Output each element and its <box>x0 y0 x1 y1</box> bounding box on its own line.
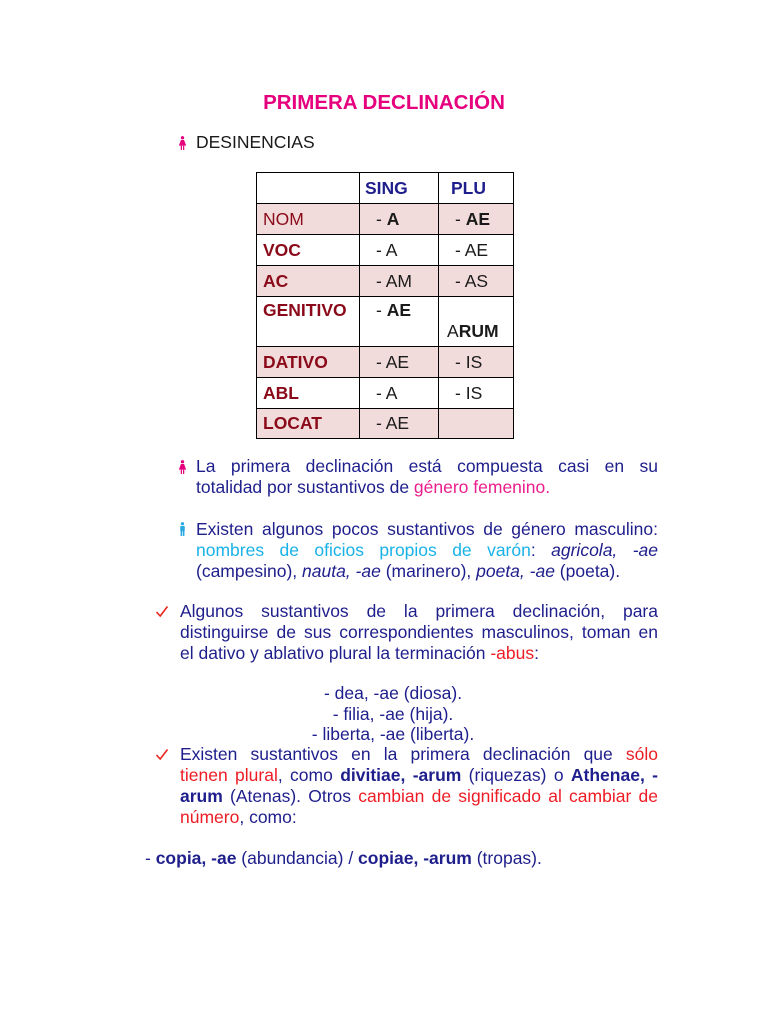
note-text: : <box>530 540 552 560</box>
ending-letters: AM <box>385 270 412 291</box>
ending-letters: AE <box>385 351 410 372</box>
note-text: el dativo y ablativo plural la terminación <box>180 643 491 663</box>
table-row-dativo <box>257 347 514 378</box>
case-label: ABL <box>263 382 299 403</box>
latin-word: divitiae, -arum <box>340 765 462 785</box>
case-cell <box>257 409 360 439</box>
example-text: (tropas). <box>471 848 542 868</box>
ending-dash: - <box>455 382 466 403</box>
sing-cell <box>360 297 439 347</box>
note-text: Existen sustantivos en la primera declinación que <box>180 744 626 764</box>
ending-letters: A <box>386 208 400 229</box>
note-line <box>180 765 658 786</box>
note-line <box>196 561 658 582</box>
closing-example <box>145 848 542 869</box>
examples-list <box>193 683 593 745</box>
plu-ending <box>439 271 488 291</box>
plu-cell <box>439 235 514 266</box>
highlight-male-occupations: nombres de oficios propios de varón <box>196 540 531 560</box>
note-line <box>180 643 658 664</box>
ending-dash: - <box>376 300 387 320</box>
male-icon <box>178 522 187 536</box>
note-masculine <box>196 519 658 582</box>
case-label: GENITIVO <box>263 300 347 320</box>
plu-cell <box>439 204 514 235</box>
note-text: totalidad por sustantivos de <box>196 477 414 497</box>
ending-letters: AE <box>385 413 410 433</box>
sing-cell <box>360 235 439 266</box>
latin-word: copia, -ae <box>155 848 237 868</box>
note-abus <box>180 601 658 664</box>
plu-ending <box>439 321 513 342</box>
ending-dash: - <box>376 208 387 229</box>
table-row-ac <box>257 266 514 297</box>
sing-cell <box>360 378 439 409</box>
sing-ending <box>360 240 397 260</box>
table-row-nom <box>257 204 514 235</box>
ending-letters: AE <box>386 300 412 320</box>
note-line <box>180 744 658 765</box>
ending-letters: A <box>385 382 398 403</box>
case-label: LOCAT <box>263 413 322 433</box>
plu-cell-empty <box>439 409 514 439</box>
note-feminine <box>196 456 658 498</box>
note-text: Existen algunos pocos sustantivos de género masculino: <box>196 519 658 539</box>
checkmark-icon <box>155 748 169 761</box>
sing-cell <box>360 347 439 378</box>
ending-letters: AE <box>465 208 491 229</box>
header-plu: PLU <box>451 177 486 198</box>
plu-ending <box>439 240 488 260</box>
table-row-genitivo <box>257 297 514 347</box>
table-row-locat <box>257 409 514 439</box>
table-header-row <box>257 173 514 204</box>
note-text: , como <box>277 765 341 785</box>
example-item: - dea, -ae (diosa). <box>323 683 463 703</box>
sing-ending <box>360 383 397 403</box>
sing-ending <box>360 209 399 229</box>
note-line <box>196 540 658 561</box>
note-line <box>180 786 658 807</box>
note-line <box>196 477 658 498</box>
case-cell <box>257 204 360 235</box>
case-cell <box>257 378 360 409</box>
note-line <box>196 519 658 540</box>
header-cell-sing <box>360 173 439 204</box>
ending-letters: IS <box>465 351 483 372</box>
note-text: (Atenas). Otros <box>222 786 359 806</box>
latin-word: copiae, -arum <box>358 848 472 868</box>
note-line <box>180 807 658 828</box>
highlight-red-text: tienen plural <box>180 765 278 785</box>
case-label: DATIVO <box>263 351 328 372</box>
note-text: (campesino), <box>196 561 303 581</box>
ending-dash: - <box>455 270 465 291</box>
example-text: (abundancia) / <box>236 848 359 868</box>
ending-prefix: A <box>447 321 459 341</box>
case-cell <box>257 347 360 378</box>
example-item: - filia, -ae (hija). <box>332 703 454 724</box>
note-line <box>196 456 658 477</box>
latin-word: agricola, -ae <box>551 540 658 560</box>
plu-ending <box>439 352 482 372</box>
ending-dash: - <box>376 351 386 372</box>
ending-letters: RUM <box>458 321 499 341</box>
ending-dash: - <box>376 270 386 291</box>
sing-ending <box>360 300 411 320</box>
case-cell <box>257 235 360 266</box>
ending-dash: - <box>455 239 465 260</box>
highlight-red-text: cambian de significado al cambiar de <box>358 786 658 806</box>
example-dash: - <box>145 848 156 868</box>
sing-cell <box>360 204 439 235</box>
note-text: La primera declinación está compuesta casi en su <box>196 456 658 476</box>
case-cell <box>257 266 360 297</box>
note-plural-only <box>180 744 658 828</box>
ending-dash: - <box>455 351 466 372</box>
table-row-abl <box>257 378 514 409</box>
ending-letters: IS <box>465 382 483 403</box>
ending-letters: AS <box>464 270 489 291</box>
female-icon <box>178 460 187 474</box>
latin-word: poeta, -ae <box>476 561 555 581</box>
ending-dash: - <box>376 413 386 433</box>
sing-ending <box>360 352 409 372</box>
header-sing: SING <box>365 177 408 198</box>
highlight-red-text: sólo <box>625 744 658 764</box>
highlight-feminine-gender: género femenino. <box>413 477 551 497</box>
sing-cell <box>360 409 439 439</box>
note-text: : <box>534 643 539 663</box>
female-icon <box>178 136 187 150</box>
highlight-red-text: número <box>180 807 240 827</box>
note-line <box>180 622 658 643</box>
ending-letters: AE <box>464 239 489 260</box>
ending-dash: - <box>376 382 386 403</box>
sing-ending <box>360 413 409 433</box>
sing-ending <box>360 271 412 291</box>
latin-word: nauta, -ae <box>302 561 381 581</box>
example-item: - liberta, -ae (liberta). <box>311 724 475 744</box>
note-text: (marinero), <box>380 561 477 581</box>
sing-cell <box>360 266 439 297</box>
checkmark-icon <box>155 605 169 618</box>
highlight-abus: -abus <box>490 643 535 663</box>
note-text: distinguirse de sus correspondientes masculinos, toman en <box>180 622 658 642</box>
table-row-voc <box>257 235 514 266</box>
header-cell-plu <box>439 173 514 204</box>
endings-heading: DESINENCIAS <box>196 132 315 152</box>
note-text: , como: <box>239 807 297 827</box>
plu-cell <box>439 297 514 347</box>
endings-table <box>256 172 514 439</box>
note-text: (riquezas) o <box>461 765 571 785</box>
plu-ending <box>439 209 490 229</box>
note-text: Algunos sustantivos de la primera declinación, para <box>180 601 658 621</box>
page-title: PRIMERA DECLINACIÓN <box>263 91 505 114</box>
case-label: AC <box>263 270 289 291</box>
case-cell <box>257 297 360 347</box>
latin-word: arum <box>180 786 223 806</box>
header-cell-case <box>257 173 360 204</box>
ending-letters: A <box>385 239 398 260</box>
plu-cell <box>439 378 514 409</box>
ending-dash: - <box>455 208 466 229</box>
plu-ending <box>439 383 482 403</box>
ending-dash: - <box>376 239 386 260</box>
note-text: (poeta). <box>554 561 621 581</box>
case-label: VOC <box>263 239 301 260</box>
case-label: NOM <box>263 208 304 229</box>
latin-word: Athenae, - <box>570 765 658 785</box>
note-line <box>180 601 658 622</box>
plu-cell <box>439 266 514 297</box>
plu-cell <box>439 347 514 378</box>
